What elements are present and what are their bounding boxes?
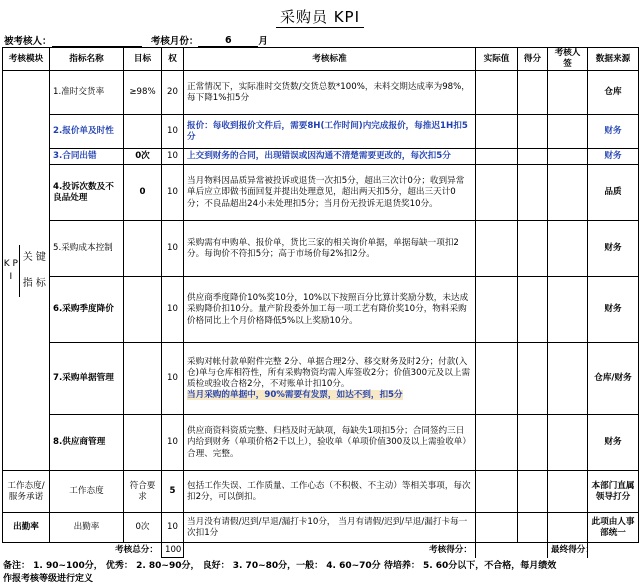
month-label: 考核月份：: [150, 36, 199, 47]
weight-cell: 10: [162, 277, 184, 343]
signer-cell[interactable]: [548, 415, 588, 471]
table-row: [3, 115, 639, 149]
module-kpi-label: K P I: [3, 258, 18, 282]
actual-cell[interactable]: [476, 277, 518, 343]
table-row: [3, 165, 639, 221]
assessee-field[interactable]: [52, 35, 142, 47]
score-cell[interactable]: [518, 277, 548, 343]
target-cell: 0: [124, 165, 162, 221]
actual-cell[interactable]: [476, 471, 518, 513]
source-cell: 品质: [588, 165, 639, 221]
final-label: 最终得分：: [548, 543, 588, 558]
indicator-cell: 3.合同出错: [50, 149, 124, 165]
source-cell: 财务: [588, 149, 639, 165]
kpi-table: [2, 47, 639, 558]
actual-cell[interactable]: [476, 221, 518, 277]
weight-cell: 10: [162, 221, 184, 277]
indicator-cell: 8.供应商管理: [50, 415, 124, 471]
score-value[interactable]: [476, 543, 548, 558]
standard-cell: [184, 343, 476, 415]
standard-cell: 当月物料因品质异常被投诉或退货一次扣5分，超出三次计0分；收到异常单后应立即做书面回复并提出处理意见，超出两天扣5分，超出三天计0分；不良品超出24小未处理扣5分；当月份无投诉无退货奖10分。: [184, 165, 476, 221]
indicator-cell: 1.准时交货率: [50, 71, 124, 115]
indicator-cell: 5.采购成本控制: [50, 221, 124, 277]
actual-cell[interactable]: [476, 149, 518, 165]
weight-cell: 10: [162, 513, 184, 543]
score-label: 考核得分：: [184, 543, 476, 558]
table-row: [3, 149, 639, 165]
weight-cell: 10: [162, 415, 184, 471]
standard-cell: 当月没有请假/迟到/早退/漏打卡10分， 当月有请假/迟到/早退/漏打卡每一次扣1分: [184, 513, 476, 543]
score-cell[interactable]: [518, 165, 548, 221]
weight-cell: 10: [162, 149, 184, 165]
standard-cell: 供应商资料资质完整、归档及时无缺项，每缺失1项扣5分；合同签约三日内给到财务（单项价格2千以上），验收单（单项价值300及以上需验收单）合理、完整。: [184, 415, 476, 471]
signer-cell[interactable]: [548, 277, 588, 343]
table-row: [3, 471, 639, 513]
module-kpi-cell: [3, 71, 50, 471]
indicator-cell: 4.投诉次数及不良品处理: [50, 165, 124, 221]
grade-note: 备注： 1. 90~100分， 优秀： 2. 80~90分， 良好： 3. 70~80分，一般： 4. 60~70分 待培养： 5. 60分以下，不合格，每月绩效: [3, 561, 557, 571]
signer-cell[interactable]: [548, 471, 588, 513]
table-row: [3, 513, 639, 543]
indicator-cell: 6.采购季度降价: [50, 277, 124, 343]
total-row: [3, 543, 639, 558]
standard-cell: 供应商季度降价10%奖10分，10%以下按照百分比算计奖励分数，未达成采购降价扣10分。量产阶段委外加工每一项工艺有降价奖10分，物料采购价格同比上个月价格降低5%以上奖励10分。: [184, 277, 476, 343]
target-cell: ≥98%: [124, 71, 162, 115]
source-cell: 本部门直属领导打分: [588, 471, 639, 513]
final-value[interactable]: [588, 543, 639, 558]
col-signer: 考核人签: [548, 48, 588, 71]
actual-cell[interactable]: [476, 343, 518, 415]
col-standard: 考核标准: [184, 48, 476, 71]
col-source: 数据来源: [588, 48, 639, 71]
target-cell: 0次: [124, 149, 162, 165]
signer-cell[interactable]: [548, 71, 588, 115]
target-cell: [124, 115, 162, 149]
signer-cell[interactable]: [548, 513, 588, 543]
table-header-row: [3, 48, 639, 71]
module-attendance-cell: 出勤率: [3, 513, 50, 543]
target-cell: 符合要求: [124, 471, 162, 513]
score-cell[interactable]: [518, 71, 548, 115]
standard-text: 采购对帐付款单附件完整 2分、单据合理2分、移交财务及时2分；付款(入仓)单与仓库相符性，所有采购物资均需入库签收2分；价值300元及以上需质检或验收合格2分，不对账单计扣10分。: [187, 356, 471, 389]
col-score: 得分: [518, 48, 548, 71]
indicator-cell: 工作态度: [50, 471, 124, 513]
module-key-label: 关 键 指 标: [19, 245, 49, 297]
target-cell: 0次: [124, 513, 162, 543]
score-cell[interactable]: [518, 513, 548, 543]
grade-footnote: 作报考核等级进行定义: [3, 574, 94, 584]
source-cell: 此项由人事部统一: [588, 513, 639, 543]
indicator-cell: 7.采购单据管理: [50, 343, 124, 415]
total-value: 100: [162, 543, 184, 558]
weight-cell: 5: [162, 471, 184, 513]
score-cell[interactable]: [518, 115, 548, 149]
signer-cell[interactable]: [548, 115, 588, 149]
table-row: [3, 221, 639, 277]
score-cell[interactable]: [518, 221, 548, 277]
actual-cell[interactable]: [476, 415, 518, 471]
signer-cell[interactable]: [548, 149, 588, 165]
actual-cell[interactable]: [476, 513, 518, 543]
actual-cell[interactable]: [476, 165, 518, 221]
source-cell: 财务: [588, 221, 639, 277]
standard-cell: 包括工作失误、工作质量、工作心态（不积极、不主动）等相关事项，每次扣2分，可以倒扣。: [184, 471, 476, 513]
signer-cell[interactable]: [548, 165, 588, 221]
source-cell: 仓库/财务: [588, 343, 639, 415]
weight-cell: 10: [162, 165, 184, 221]
month-suffix: 月: [258, 36, 268, 47]
source-cell: 财务: [588, 115, 639, 149]
standard-cell: 上交到财务的合同，出现错误或因沟通不清楚需要更改的，每次扣5分: [184, 149, 476, 165]
weight-cell: 10: [162, 343, 184, 415]
table-row: [3, 277, 639, 343]
target-cell: [124, 415, 162, 471]
source-cell: 财务: [588, 415, 639, 471]
table-row: [3, 415, 639, 471]
score-cell[interactable]: [518, 415, 548, 471]
col-weight: 权: [162, 48, 184, 71]
target-cell: [124, 343, 162, 415]
signer-cell[interactable]: [548, 221, 588, 277]
actual-cell[interactable]: [476, 115, 518, 149]
target-cell: [124, 277, 162, 343]
score-cell[interactable]: [518, 343, 548, 415]
total-label: 考核总分：: [3, 543, 162, 558]
col-module: 考核模块: [3, 48, 50, 71]
col-actual: 实际值: [476, 48, 518, 71]
col-indicator: 指标名称: [50, 48, 124, 71]
standard-highlight: 当月采购的单据中，90%需要有发票，如达不到，扣5分: [187, 390, 403, 401]
table-row: [3, 71, 639, 115]
signer-cell[interactable]: [548, 343, 588, 415]
weight-cell: 10: [162, 115, 184, 149]
source-cell: 仓库: [588, 71, 639, 115]
col-target: 目标: [124, 48, 162, 71]
weight-cell: 20: [162, 71, 184, 115]
indicator-cell: 出勤率: [50, 513, 124, 543]
source-cell: 财务: [588, 277, 639, 343]
module-attitude-cell: 工作态度/服务承诺: [3, 471, 50, 513]
page-title: 采购员 KPI: [0, 6, 640, 27]
assessee-row: [4, 33, 268, 47]
score-cell[interactable]: [518, 471, 548, 513]
assessee-label: 被考核人：: [4, 36, 52, 47]
standard-cell: 采购需有申购单、报价单，货比三家的相关询价单据，单据每缺一项扣2分。每询价不符扣5分；高于市场价每2%扣2分。: [184, 221, 476, 277]
actual-cell[interactable]: [476, 71, 518, 115]
standard-cell: 报价：每收到报价文件后，需要8H(工作时间)内完成报价，每推迟1H扣5分: [184, 115, 476, 149]
standard-cell: 正常情况下，实际准时交货数/交货总数*100%，未料交期达成率为98%，每下降1%扣5分: [184, 71, 476, 115]
target-cell: [124, 221, 162, 277]
score-cell[interactable]: [518, 149, 548, 165]
indicator-cell: 2.报价单及时性: [50, 115, 124, 149]
table-row: [3, 343, 639, 415]
month-field[interactable]: 6: [198, 35, 258, 47]
